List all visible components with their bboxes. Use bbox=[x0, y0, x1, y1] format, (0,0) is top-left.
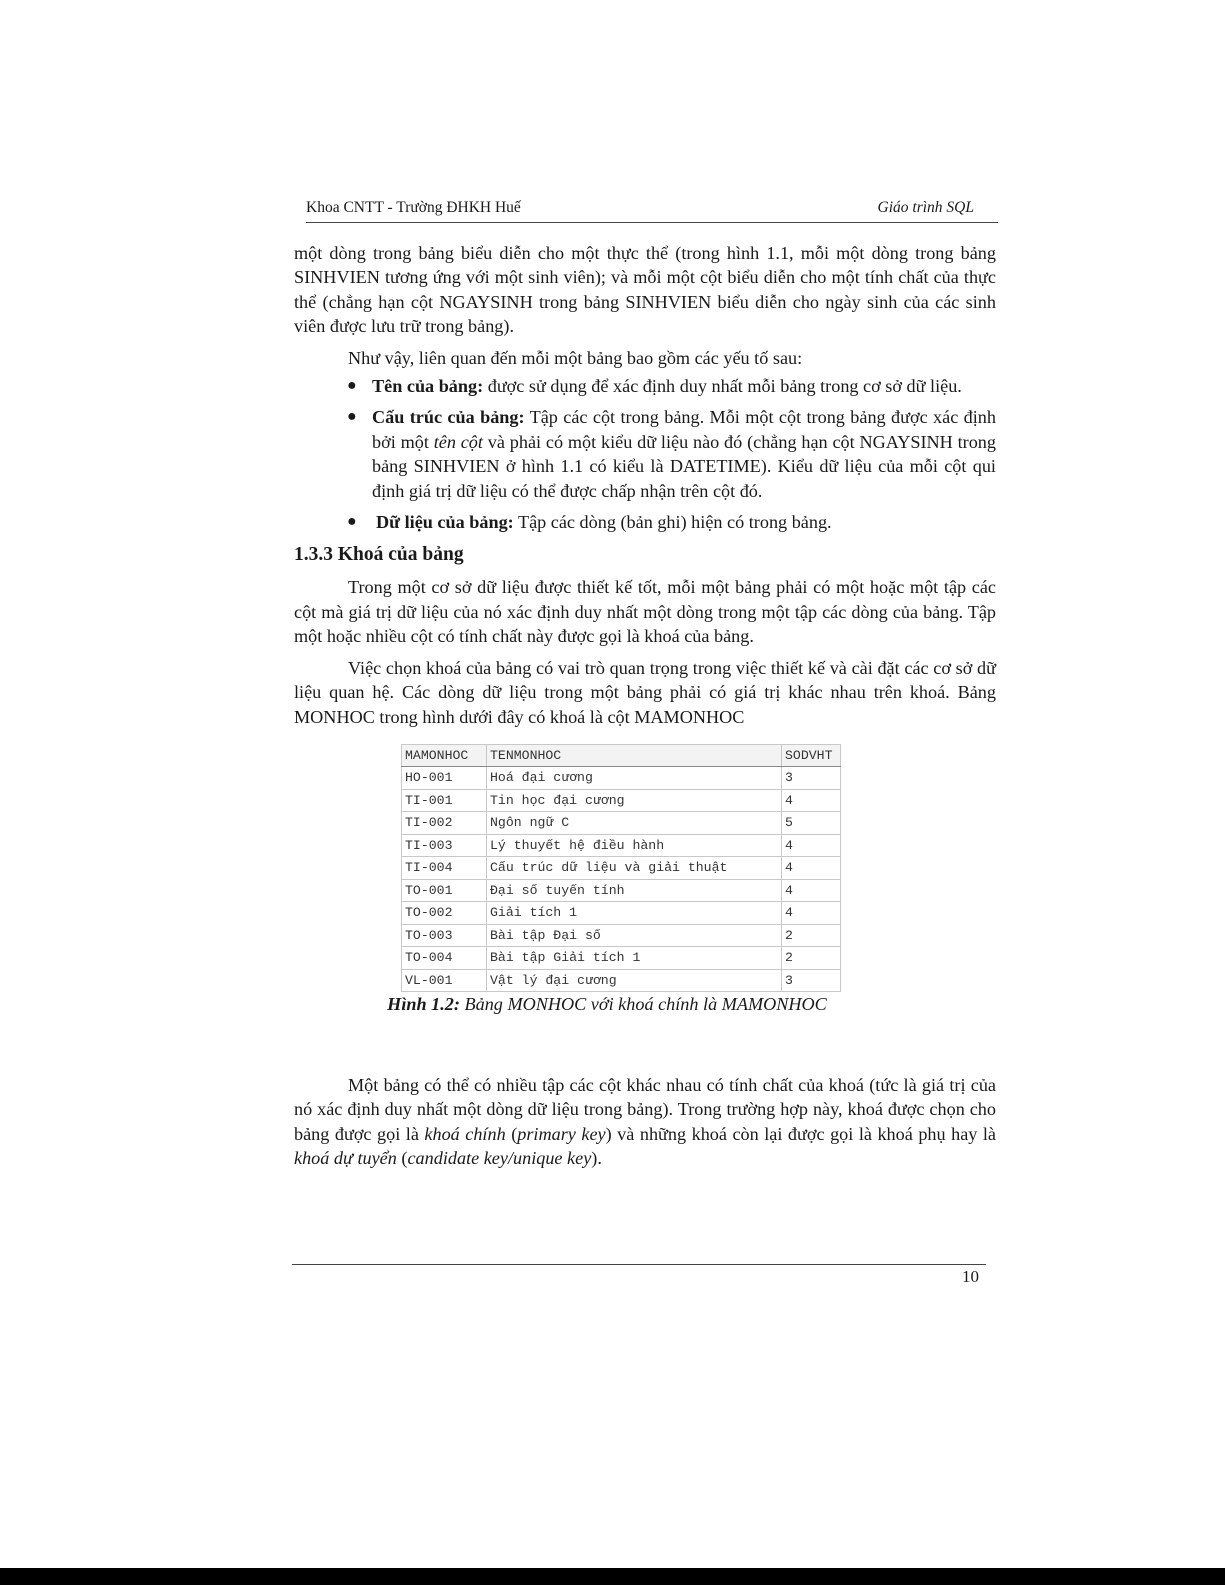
bullet-icon: ● bbox=[347, 513, 357, 531]
header-right: Giáo trình SQL bbox=[877, 199, 974, 216]
text-run: ( bbox=[505, 1123, 518, 1144]
bullet-list bbox=[294, 374, 996, 534]
footer-rule bbox=[292, 1264, 986, 1265]
page-body bbox=[294, 241, 996, 1170]
list-item-italic: tên cột bbox=[433, 431, 483, 452]
table-cell: 4 bbox=[782, 834, 841, 857]
table-row bbox=[402, 947, 841, 970]
monhoc-table-figure bbox=[401, 744, 841, 993]
table-cell: Hoá đại cương bbox=[487, 767, 782, 790]
table-row bbox=[402, 767, 841, 790]
table-cell: 2 bbox=[782, 924, 841, 947]
table-cell: Tin học đại cương bbox=[487, 789, 782, 812]
table-cell: 4 bbox=[782, 789, 841, 812]
caption-label: Hình 1.2: bbox=[387, 994, 460, 1015]
figure-caption bbox=[294, 992, 996, 1016]
table-cell: Đại số tuyến tính bbox=[487, 879, 782, 902]
table-cell: TO-004 bbox=[402, 947, 487, 970]
header-left: Khoa CNTT - Trường ĐHKH Huế bbox=[306, 199, 521, 216]
list-item bbox=[294, 374, 996, 398]
column-header: MAMONHOC bbox=[402, 744, 487, 767]
list-item-term: Cấu trúc của bảng: bbox=[372, 407, 525, 428]
caption-text: Bảng MONHOC với khoá chính là MAMONHOC bbox=[459, 994, 827, 1015]
table-row bbox=[402, 902, 841, 925]
table-row bbox=[402, 834, 841, 857]
table-cell: Bài tập Đại số bbox=[487, 924, 782, 947]
table-cell: Giải tích 1 bbox=[487, 902, 782, 925]
column-header: SODVHT bbox=[782, 744, 841, 767]
page-number: 10 bbox=[962, 1267, 979, 1286]
italic-term: primary key bbox=[517, 1123, 606, 1144]
paragraph: Trong một cơ sở dữ liệu được thiết kế tốt, mỗi một bảng phải có một hoặc một tập các cột mà giá trị dữ liệu của nó xác định duy nhất một dòng trong một tập các dòng của bảng. Tập một hoặc nhiều cột có tính chất này được gọi là khoá của bảng. bbox=[294, 577, 996, 647]
table-row bbox=[402, 879, 841, 902]
italic-term: khoá dự tuyển bbox=[294, 1148, 397, 1169]
table-row bbox=[402, 969, 841, 992]
table-cell: 2 bbox=[782, 947, 841, 970]
table-cell: 4 bbox=[782, 902, 841, 925]
table-cell: Vật lý đại cương bbox=[487, 969, 782, 992]
table-cell: 3 bbox=[782, 767, 841, 790]
text-run: ( bbox=[396, 1148, 408, 1169]
table-cell: HO-001 bbox=[402, 767, 487, 790]
page-header bbox=[306, 196, 998, 223]
list-item-text: Tập các cột trong bảng. Mỗi một cột trong bảng được xác định bởi một bbox=[372, 407, 996, 452]
bullet-icon: ● bbox=[347, 377, 357, 395]
text-run: ) và những khoá còn lại được gọi là khoá phụ hay là bbox=[605, 1123, 997, 1144]
list-item bbox=[294, 405, 996, 503]
table-cell: Lý thuyết hệ điều hành bbox=[487, 834, 782, 857]
list-item bbox=[294, 510, 996, 534]
paragraph: Việc chọn khoá của bảng có vai trò quan trọng trong việc thiết kế và cài đặt các cơ sở dữ liệu quan hệ. Các dòng dữ liệu trong một bảng phải có giá trị khác nhau trên khoá. Bảng MONHOC trong hình dưới đây có khoá là cột MAMONHOC bbox=[294, 657, 996, 727]
table-cell: VL-001 bbox=[402, 969, 487, 992]
bullet-icon: ● bbox=[347, 408, 357, 426]
table-row bbox=[402, 789, 841, 812]
table-cell: TO-001 bbox=[402, 879, 487, 902]
table-cell: Bài tập Giải tích 1 bbox=[487, 947, 782, 970]
table-header-row bbox=[402, 744, 841, 767]
list-item-term: Tên của bảng: bbox=[372, 376, 484, 397]
table-cell: TO-002 bbox=[402, 902, 487, 925]
list-item-text: và phải có một kiểu dữ liệu nào đó (chẳng hạn cột NGAYSINH trong bảng SINHVIEN ở hình 1.1 có kiểu là DATETIME). Kiểu dữ liệu của mỗi cột qui định giá trị dữ liệu có thể được chấp nhận trên cột đó. bbox=[372, 431, 996, 501]
scan-edge-bar bbox=[0, 1568, 1225, 1585]
table-cell: Ngôn ngữ C bbox=[487, 812, 782, 835]
table-row bbox=[402, 857, 841, 880]
table-cell: 3 bbox=[782, 969, 841, 992]
column-header: TENMONHOC bbox=[487, 744, 782, 767]
italic-term: candidate key/unique key bbox=[407, 1148, 592, 1169]
table-cell: TI-004 bbox=[402, 857, 487, 880]
monhoc-table bbox=[401, 744, 841, 993]
list-item-text: Tập các dòng (bản ghi) hiện có trong bảng. bbox=[513, 512, 832, 533]
table-row bbox=[402, 924, 841, 947]
table-cell: Cấu trúc dữ liệu và giải thuật bbox=[487, 857, 782, 880]
table-cell: 4 bbox=[782, 879, 841, 902]
section-heading: 1.3.3 Khoá của bảng bbox=[294, 544, 464, 566]
table-cell: 4 bbox=[782, 857, 841, 880]
paragraph bbox=[294, 1073, 996, 1171]
paragraph: một dòng trong bảng biểu diễn cho một thực thể (trong hình 1.1, mỗi một dòng trong bảng SINHVIEN tương ứng với một sinh viên); và mỗi một cột biểu diễn cho một tính chất của thực thể (chẳng hạn cột NGAYSINH trong bảng SINHVIEN biểu diễn cho ngày sinh của các sinh viên được lưu trữ trong bảng). bbox=[294, 243, 996, 337]
list-item-term: Dữ liệu của bảng: bbox=[376, 512, 514, 533]
table-cell: 5 bbox=[782, 812, 841, 835]
text-run: ). bbox=[591, 1148, 602, 1169]
table-cell: TO-003 bbox=[402, 924, 487, 947]
table-cell: TI-002 bbox=[402, 812, 487, 835]
list-item-text: được sử dụng để xác định duy nhất mỗi bảng trong cơ sở dữ liệu. bbox=[483, 376, 962, 397]
italic-term: khoá chính bbox=[424, 1123, 506, 1144]
table-cell: TI-003 bbox=[402, 834, 487, 857]
text-run: Một bảng có thể có nhiều tập các cột khác nhau có tính chất của khoá (tức là giá trị của nó xác định duy nhất một dòng dữ liệu trong bảng). Trong trường hợp này, khoá được chọn cho bảng được gọi là bbox=[294, 1074, 996, 1144]
paragraph: Như vậy, liên quan đến mỗi một bảng bao gồm các yếu tố sau: bbox=[348, 347, 803, 368]
table-row bbox=[402, 812, 841, 835]
table-cell: TI-001 bbox=[402, 789, 487, 812]
